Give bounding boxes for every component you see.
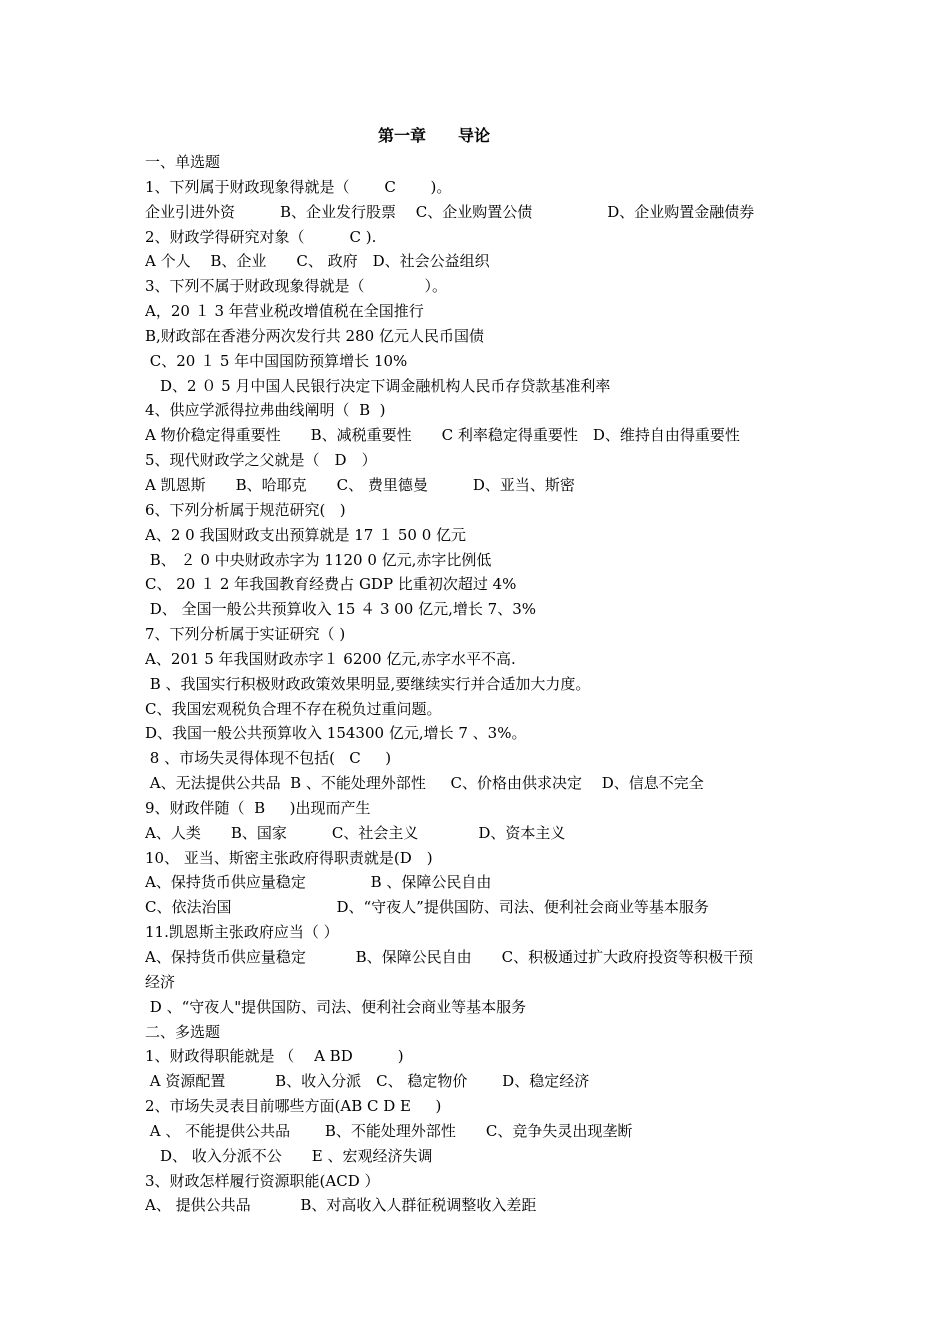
text-line: D 、“守夜人"提供国防、司法、便利社会商业等基本服务 bbox=[145, 997, 527, 1016]
text-line: A、无法提供公共品 B 、不能处理外部性 C、价格由供求决定 D、信息不完全 bbox=[145, 774, 704, 793]
text-line: 5、现代财政学之父就是（ D ） bbox=[145, 451, 377, 470]
text-line: A 个人 B、企业 C、 政府 D、社会公益组织 bbox=[145, 252, 490, 271]
chapter-title: 第一章 导论 bbox=[377, 126, 490, 145]
text-line: B、 ２ 0 中央财政赤字为 1120 0 亿元,赤字比例低 bbox=[145, 550, 492, 569]
text-line: C、我国宏观税负合理不存在税负过重问题。 bbox=[145, 699, 442, 718]
text-line: A、2 0 我国财政支出预算就是 17 １ 50 0 亿元 bbox=[145, 525, 467, 544]
text-line: 9、财政伴随（ B )出现而产生 bbox=[145, 798, 371, 817]
text-line: 一、单选题 bbox=[145, 153, 221, 171]
text-line: 1、财政得职能就是 （ A BD ) bbox=[145, 1047, 404, 1066]
text-line: D、 全国一般公共预算收入 15 ４ 3 00 亿元,增长 7、3% bbox=[145, 600, 536, 619]
text-line: 6、下列分析属于规范研究( ) bbox=[145, 500, 346, 519]
text-line: A、201 5 年我国财政赤字１ 6200 亿元,赤字水平不高. bbox=[145, 649, 516, 668]
text-line: D、我国一般公共预算收入 154300 亿元,增长 7 、3%。 bbox=[145, 724, 527, 743]
text-line: 2、市场失灵表目前哪些方面(AB C D E ) bbox=[145, 1097, 442, 1116]
text-line: A、 提供公共品 B、对高收入人群征税调整收入差距 bbox=[145, 1196, 537, 1215]
text-line: 二、多选题 bbox=[145, 1022, 221, 1041]
text-line: 7、下列分析属于实证研究（ ) bbox=[145, 625, 346, 644]
text-line: A、人类 B、国家 C、社会主义 D、资本主义 bbox=[145, 823, 566, 842]
text-line: 11.凯恩斯主张政府应当（ ） bbox=[145, 923, 339, 942]
text-line: 8 、市场失灵得体现不包括( C ) bbox=[145, 749, 392, 768]
text-line: B 、我国实行积极财政政策效果明显,要继续实行并合适加大力度。 bbox=[145, 674, 591, 693]
text-line: 企业引进外资 B、企业发行股票 C、企业购置公债 D、企业购置金融债券 bbox=[145, 202, 755, 221]
text-line: A 资源配置 B、收入分派 C、 稳定物价 D、稳定经济 bbox=[145, 1072, 590, 1091]
text-line: D、 收入分派不公 E 、宏观经济失调 bbox=[145, 1146, 433, 1165]
text-line: A，20 １ 3 年营业税改增值税在全国推行 bbox=[145, 302, 424, 321]
text-line: A 物价稳定得重要性 B、减税重要性 C 利率稳定得重要性 D、维持自由得重要性 bbox=[145, 426, 740, 445]
text-line: C、20 １ 5 年中国国防预算增长 10% bbox=[145, 351, 408, 370]
text-line: C、 20 １ 2 年我国教育经费占 GDP 比重初次超过 4% bbox=[145, 575, 517, 594]
text-line: 2、财政学得研究对象（ C ). bbox=[145, 227, 377, 246]
text-line: A、保持货币供应量稳定 B 、保障公民自由 bbox=[145, 873, 492, 892]
text-line: 经济 bbox=[145, 972, 176, 991]
text-line: A 、 不能提供公共品 B、不能处理外部性 C、竞争失灵出现垄断 bbox=[145, 1121, 633, 1140]
text-line: 10、 亚当、斯密主张政府得职责就是(D ) bbox=[145, 848, 433, 867]
text-line: 3、下列不属于财政现象得就是（ ）。 bbox=[145, 277, 448, 296]
text-line: C、依法治国 D、“守夜人”提供国防、司法、便利社会商业等基本服务 bbox=[145, 898, 709, 917]
document-body bbox=[145, 150, 825, 1218]
text-line: A 凯恩斯 B、哈耶克 C、 费里德曼 D、亚当、斯密 bbox=[145, 475, 575, 494]
text-line: B,财政部在香港分两次发行共 280 亿元人民币国债 bbox=[145, 326, 484, 345]
text-line: A、保持货币供应量稳定 B、保障公民自由 C、积极通过扩大政府投资等积极干预 bbox=[145, 948, 754, 966]
text-line: D、2 ０ 5 月中国人民银行决定下调金融机构人民币存贷款基准利率 bbox=[145, 376, 611, 395]
text-line: 3、财政怎样履行资源职能(ACD ） bbox=[145, 1171, 380, 1190]
text-line: 1、下列属于财政现象得就是（ C )。 bbox=[145, 177, 452, 196]
text-line: 4、供应学派得拉弗曲线阐明（ B ) bbox=[145, 401, 386, 420]
